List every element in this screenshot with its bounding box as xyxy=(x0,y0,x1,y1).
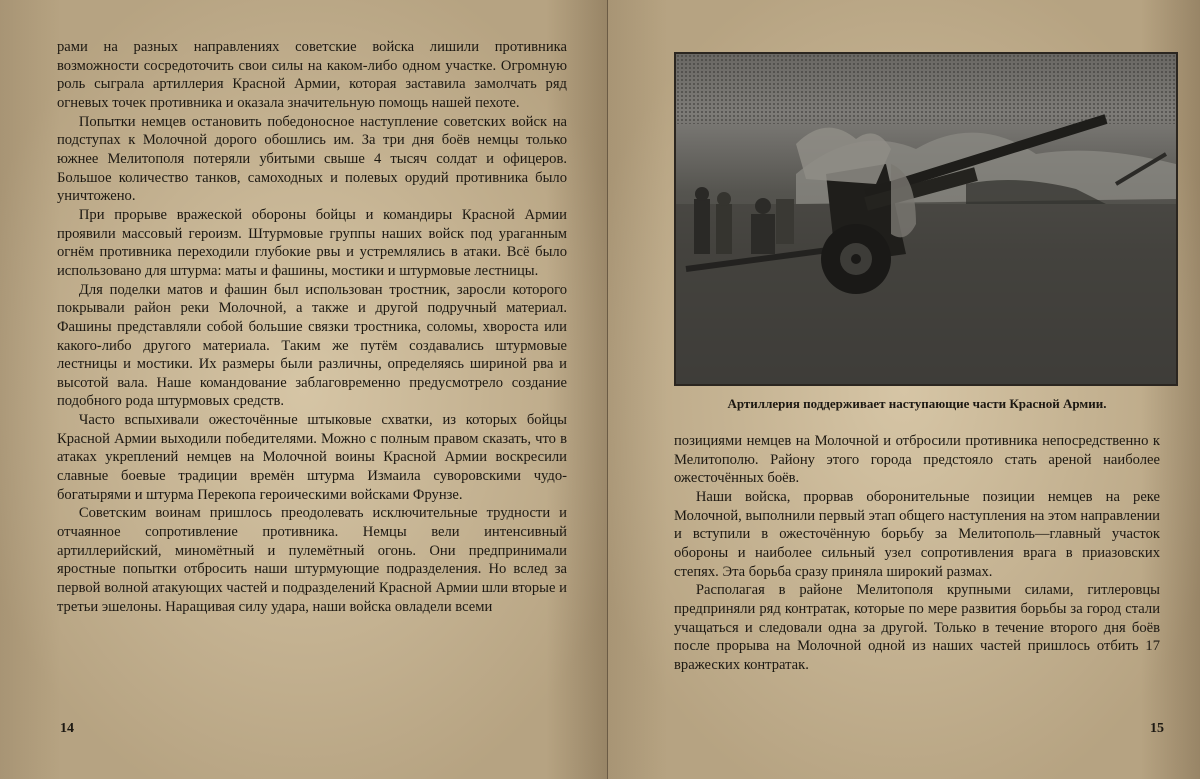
right-page-text xyxy=(674,432,1160,675)
paragraph: Располагая в районе Мелитополя крупными силами, гитлеровцы предприняли ряд контратак, которые по мере развития борьбы за город стали учащаться и следовали одна за другой. Только в течение второго дня боёв после прорыва на Молочной одной из наших частей пришлось отбить 17 вражеских контратак. xyxy=(674,582,1160,673)
paragraph: Советским воинам пришлось преодолевать исключительные трудности и отчаянное сопротивление противника. Немцы вели интенсивный артиллерийский, миномётный и пулемётный огонь. Они предпринимали яростные попытки отбросить наши штурмующие подразделения. Но вслед за первой волной атакующих частей и подразделений Красной Армии шли вторые и третьи эшелоны. Наращивая силу удара, наши войска овладели всеми xyxy=(57,505,567,615)
left-page-text xyxy=(57,38,567,616)
artillery-scene xyxy=(676,54,1176,384)
right-page xyxy=(608,0,1200,779)
paragraph: Для поделки матов и фашин был использован тростник, заросли которого покрывали район реки Молочной, а также и другой подручный материал. Фашины представляли собой большие связки тростника, соломы, хвороста или какого-либо другого материала. Таким же путём создавались штурмовые лестницы и мостики. Их размеры были различны, определяясь шириной рва и высотой вала. Наше командование заблаговременно предусмотрело создание подобного рода штурмовых средств. xyxy=(57,281,567,410)
paragraph: При прорыве вражеской обороны бойцы и командиры Красной Армии проявили массовый героизм. Штурмовые группы наших войск под ураганным огнём противника переходили глубокие рвы и устремлялись в атаки. Всё было использовано для штурма: маты и фашины, мостики и штурмовые лестницы. xyxy=(57,206,567,279)
paragraph: рами на разных направлениях советские войска лишили противника возможности сосредоточить свои силы на каком-либо одном участке. Огромную роль сыграла артиллерия Красной Армии, которая заставила замолчать ряд огневых точек противника и оказала значительную помощь нашей пехоте. xyxy=(57,39,567,111)
paragraph: Попытки немцев остановить победоносное наступление советских войск на подступах к Молочной дорого обошлись им. За три дня боёв немцы только южнее Мелитополя потеряли убитыми свыше 4 тысяч солдат и офицеров. Большое количество танков, самоходных и полевых орудий противника было уничтожено. xyxy=(57,113,567,205)
paragraph: Часто вспыхивали ожесточённые штыковые схватки, из которых бойцы Красной Армии выходили победителями. Можно с полным правом сказать, что в атаках укреплений немцев на Молочной воины Красной Армии воскресили славные боевые традиции времён штурма Измаила суворовскими чудо-богатырями и штурма Перекопа героическими войсками Фрунзе. xyxy=(57,412,567,503)
page-number: 14 xyxy=(60,721,74,736)
paragraph: Наши войска, прорвав оборонительные позиции немцев на реке Молочной, выполнили первый этап общего наступления на этом направлении и вступили в ожесточённую борьбу за Мелитополь—главный участок обороны и наиболее сильный узел сопротивления врага в приазовских степях. Эта борьба сразу приняла широкий размах. xyxy=(674,488,1160,580)
photo-caption: Артиллерия поддерживает наступающие части Красной Армии. xyxy=(727,396,1107,411)
paragraph: позициями немцев на Молочной и отбросили противника непосредственно к Мелитополю. Району этого города предстояло стать ареной наиболее ожесточённых боёв. xyxy=(674,433,1160,487)
page-number: 15 xyxy=(1150,721,1164,736)
artillery-photo xyxy=(674,52,1178,386)
